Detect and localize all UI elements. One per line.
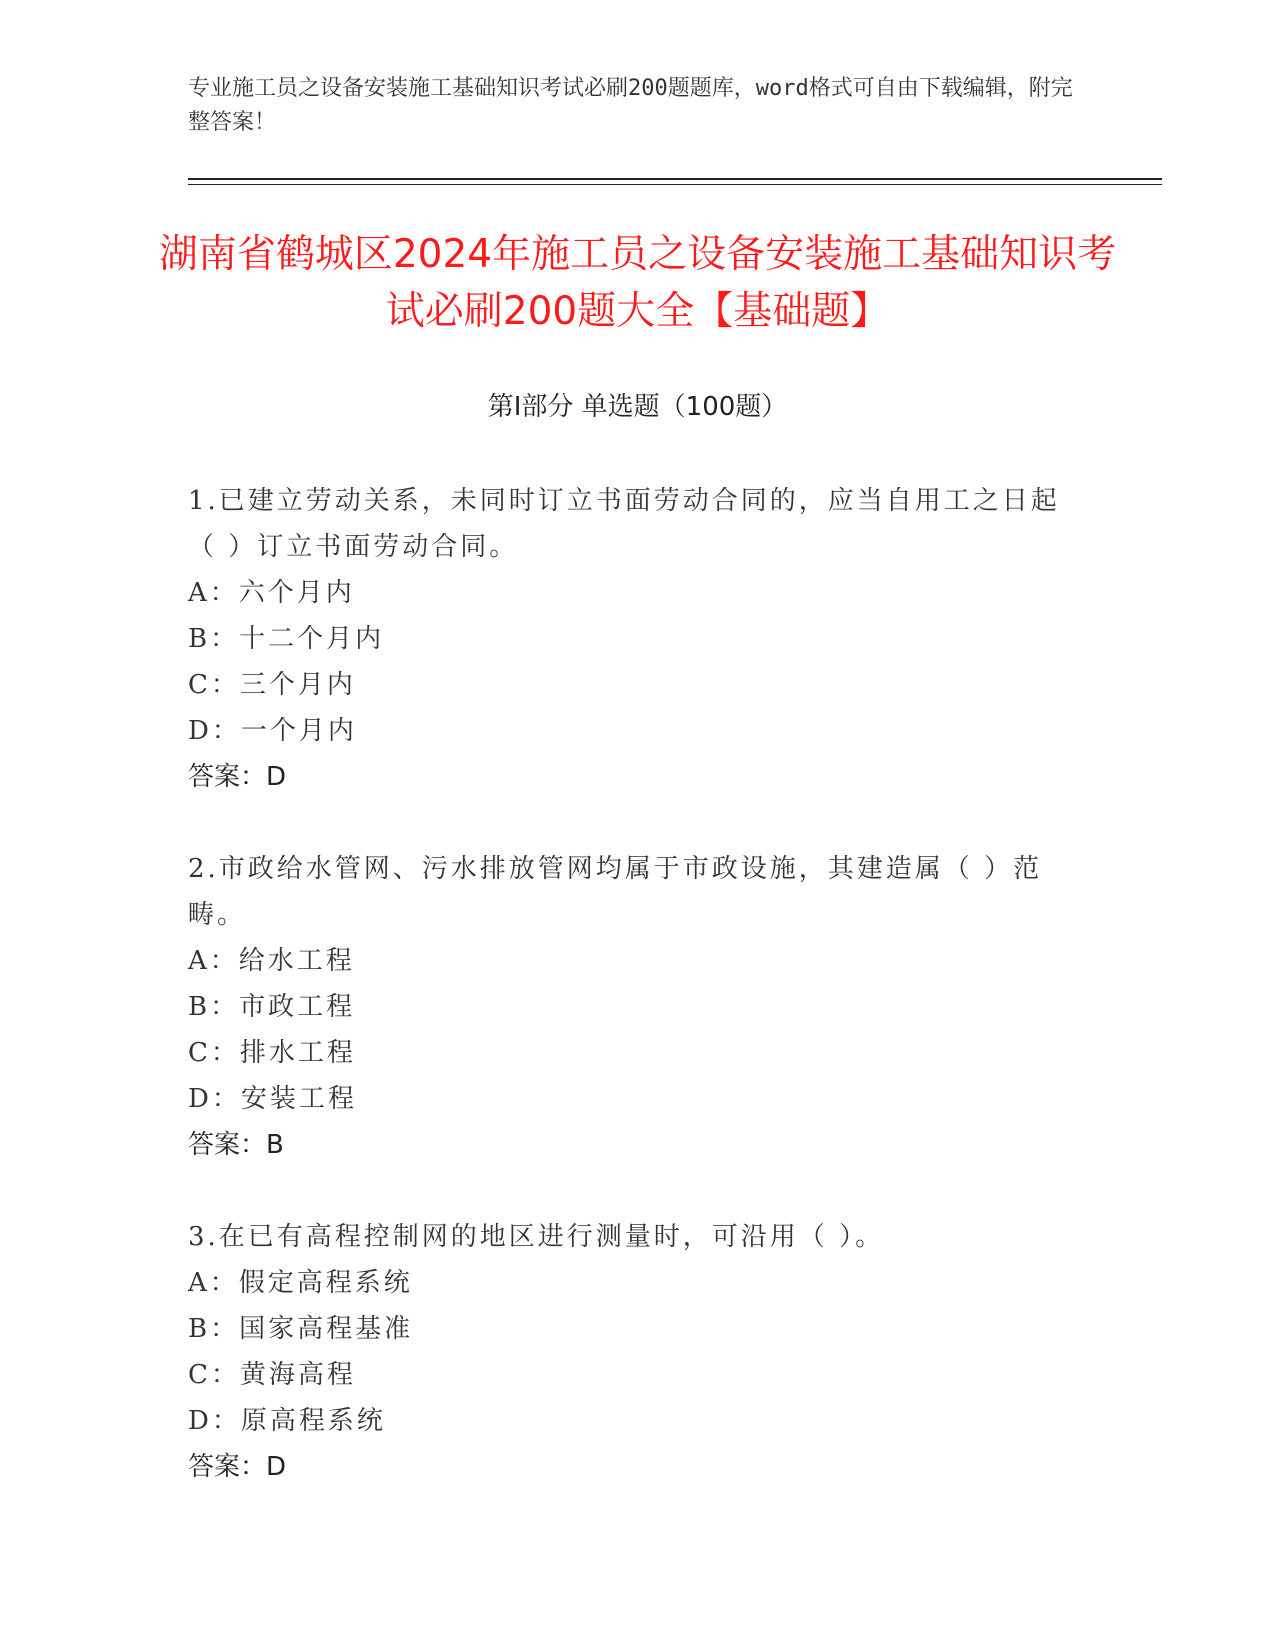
option-c: C：黄海高程 (188, 1360, 356, 1390)
question-stem: 3.在已有高程控制网的地区进行测量时，可沿用（ ）。 (188, 1222, 885, 1252)
option-b: B：国家高程基准 (188, 1314, 414, 1344)
answer: 答案：D (188, 1452, 287, 1482)
option-c: C：排水工程 (188, 1038, 356, 1068)
option-a: A：六个月内 (188, 578, 355, 608)
question-3 (188, 1214, 1088, 1490)
section-title: 第Ⅰ部分 单选题（100题） (487, 392, 788, 422)
document-title: 湖南省鹤城区2024年施工员之设备安装施工基础知识考试必刷200题大全【基础题】 (158, 232, 1117, 334)
option-a: A：给水工程 (188, 946, 355, 976)
option-d: D：一个月内 (188, 716, 357, 746)
question-list (188, 478, 1088, 1536)
question-2 (188, 846, 1088, 1168)
answer: 答案：D (188, 762, 287, 792)
option-d: D：原高程系统 (188, 1406, 386, 1436)
option-b: B：市政工程 (188, 992, 356, 1022)
question-stem: 1.已建立劳动关系，未同时订立书面劳动合同的，应当自用工之日起（ ）订立书面劳动合同。 (188, 486, 1060, 562)
option-b: B：十二个月内 (188, 624, 385, 654)
option-c: C：三个月内 (188, 670, 356, 700)
option-d: D：安装工程 (188, 1084, 357, 1114)
answer: 答案：B (188, 1130, 284, 1160)
question-stem: 2.市政给水管网、污水排放管网均属于市政设施，其建造属（ ）范畴。 (188, 854, 1043, 930)
question-1 (188, 478, 1088, 800)
header-note: 专业施工员之设备安装施工基础知识考试必刷200题题库，word格式可自由下载编辑，附完整答案！ (188, 76, 1073, 135)
option-a: A：假定高程系统 (188, 1268, 413, 1298)
header-divider-thin (188, 184, 1162, 185)
header-divider (188, 178, 1162, 180)
